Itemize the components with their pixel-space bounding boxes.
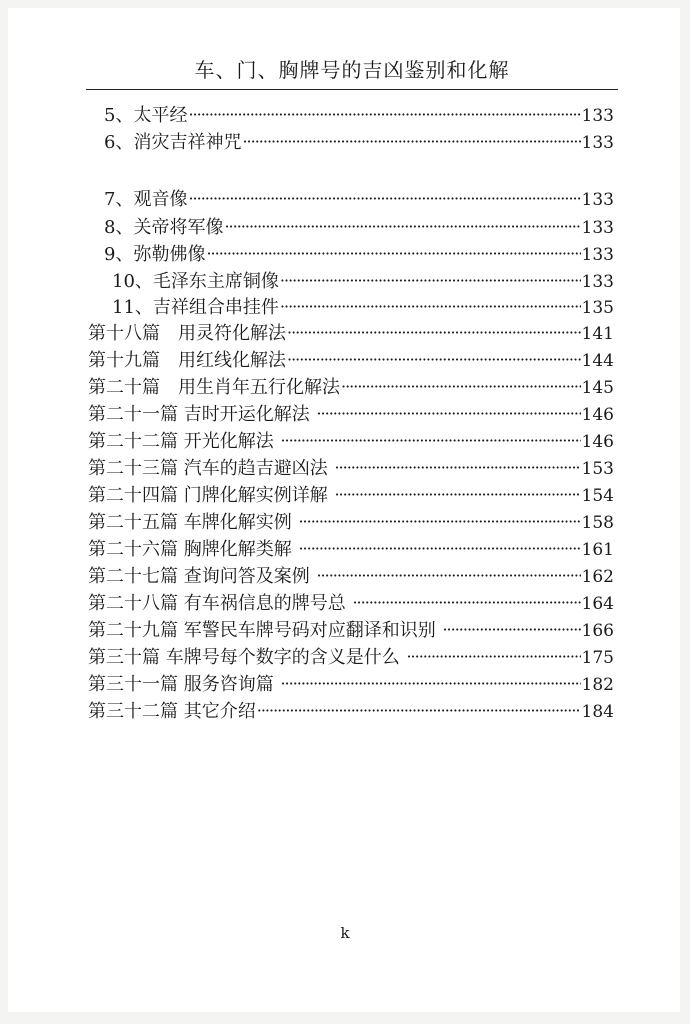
toc-entry-page-number: 146 — [581, 405, 614, 425]
toc-entry — [88, 536, 614, 562]
header-rule — [86, 89, 618, 90]
toc-entry-title: 11、吉祥组合串挂件 — [112, 297, 279, 318]
running-header: 车、门、胸牌号的吉凶鉴别和化解 — [194, 58, 510, 82]
toc-entry-page-number: 133 — [581, 218, 614, 238]
toc-entry-title: 10、毛泽东主席铜像 — [112, 271, 279, 292]
dot-leader — [352, 591, 580, 615]
toc-entry-page-number: 133 — [581, 133, 614, 153]
toc-entry — [88, 401, 614, 427]
toc-entry — [88, 671, 614, 697]
toc-entry-title: 第二十五篇 车牌化解实例 — [88, 512, 298, 533]
toc-entry-page-number: 146 — [581, 432, 614, 452]
toc-entry — [88, 563, 614, 589]
dot-leader — [406, 645, 580, 669]
dot-leader — [316, 402, 580, 426]
toc-entry — [104, 241, 614, 267]
toc-entry — [88, 698, 614, 724]
toc-entry — [88, 644, 614, 670]
toc-entry-title: 第十八篇 用灵符化解法 — [88, 323, 286, 344]
toc-entry-title: 第二十七篇 查询问答及案例 — [88, 566, 316, 587]
dot-leader — [257, 699, 581, 723]
dot-leader — [188, 103, 580, 127]
dot-leader — [242, 130, 580, 154]
toc-entry — [88, 455, 614, 481]
toc-entry-title: 第十九篇 用红线化解法 — [88, 350, 286, 371]
toc-entry-title: 第二十四篇 门牌化解实例详解 — [88, 485, 334, 506]
toc-entry-page-number: 162 — [581, 567, 614, 587]
toc-entry-title: 第三十二篇 其它介绍 — [88, 701, 256, 722]
toc-entry-page-number: 133 — [581, 190, 614, 210]
dot-leader — [334, 483, 580, 507]
toc-entry — [112, 268, 614, 294]
dot-leader — [298, 537, 580, 561]
toc-entry-title: 第三十篇 车牌号每个数字的含义是什么 — [88, 647, 406, 668]
toc-entry — [104, 214, 614, 240]
dot-leader — [280, 429, 580, 453]
toc-entry-page-number: 133 — [581, 245, 614, 265]
toc-entry-page-number: 166 — [581, 621, 614, 641]
dot-leader — [287, 321, 581, 345]
toc-entry-title: 第二十篇 用生肖年五行化解法 — [88, 377, 340, 398]
toc-entry — [88, 320, 614, 346]
dot-leader — [280, 269, 581, 293]
toc-entry-page-number: 133 — [581, 272, 614, 292]
toc-entry-page-number: 182 — [581, 675, 614, 695]
toc-entry-page-number: 141 — [581, 324, 614, 344]
toc-entry — [88, 482, 614, 508]
toc-entry-page-number: 153 — [581, 459, 614, 479]
dot-leader — [298, 510, 580, 534]
dot-leader — [316, 564, 580, 588]
toc-entry-page-number: 184 — [581, 702, 614, 722]
toc-entry — [88, 347, 614, 373]
dot-leader — [224, 215, 580, 239]
dot-leader — [280, 672, 580, 696]
dot-leader — [442, 618, 580, 642]
toc-entry-page-number: 164 — [581, 594, 614, 614]
toc-entry — [88, 428, 614, 454]
toc-entry-title: 第二十六篇 胸牌化解类解 — [88, 539, 298, 560]
toc-entry — [88, 374, 614, 400]
toc-entry-page-number: 144 — [581, 351, 614, 371]
toc-entry-page-number: 158 — [581, 513, 614, 533]
toc-entry-page-number: 135 — [581, 298, 614, 318]
toc-entry-title: 7、观音像 — [104, 189, 188, 210]
toc-entry-title: 第二十一篇 吉时开运化解法 — [88, 404, 316, 425]
dot-leader — [341, 375, 581, 399]
toc-entry-page-number: 133 — [581, 106, 614, 126]
toc-entry-title: 5、太平经 — [104, 105, 188, 126]
toc-entry-title: 第二十三篇 汽车的趋吉避凶法 — [88, 458, 334, 479]
toc-entry-title: 9、弥勒佛像 — [104, 244, 206, 265]
toc-entry — [88, 590, 614, 616]
toc-entry-title: 第二十二篇 开光化解法 — [88, 431, 280, 452]
toc-entry-page-number: 145 — [581, 378, 614, 398]
toc-entry-title: 第二十九篇 军警民车牌号码对应翻译和识别 — [88, 620, 442, 641]
toc-entry — [104, 129, 614, 155]
toc-entry — [112, 294, 614, 320]
page-marker: k — [340, 924, 350, 942]
toc-entry — [88, 509, 614, 535]
toc-entry-title: 6、消灾吉祥神咒 — [104, 132, 242, 153]
toc-entry-page-number: 175 — [581, 648, 614, 668]
toc-entry-title: 第二十八篇 有车祸信息的牌号总 — [88, 593, 352, 614]
toc-entry-title: 8、关帝将军像 — [104, 217, 224, 238]
dot-leader — [206, 242, 580, 266]
dot-leader — [280, 295, 581, 319]
dot-leader — [287, 348, 581, 372]
toc-entry — [88, 617, 614, 643]
dot-leader — [188, 187, 580, 211]
toc-entry — [104, 186, 614, 212]
toc-entry-title: 第三十一篇 服务咨询篇 — [88, 674, 280, 695]
dot-leader — [334, 456, 580, 480]
toc-entry — [104, 102, 614, 128]
toc-entry-page-number: 161 — [581, 540, 614, 560]
toc-entry-page-number: 154 — [581, 486, 614, 506]
